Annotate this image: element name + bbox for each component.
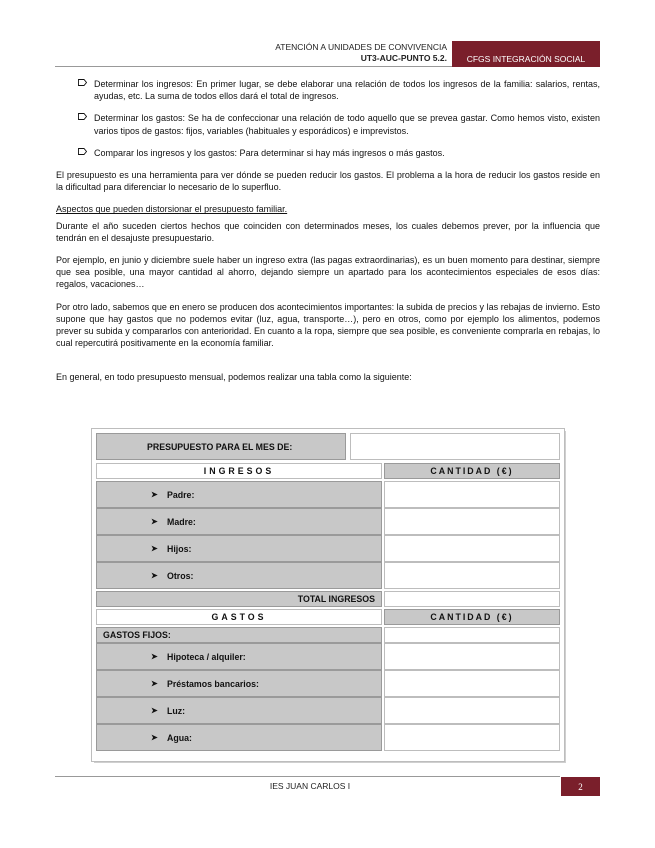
table-row: [96, 481, 560, 508]
cantidad-header-cell: [384, 609, 560, 625]
arrow-icon: ➤: [151, 733, 158, 742]
gastos-header: GASTOS: [211, 612, 267, 622]
amount-cell[interactable]: [384, 670, 560, 697]
amount-cell[interactable]: [384, 724, 560, 751]
month-input-cell[interactable]: [350, 433, 560, 460]
paragraph: Durante el año suceden ciertos hechos que coinciden con determinados meses, los cuales debemos prever, por la influencia que tendrán en el desajuste presupuestario.: [56, 220, 600, 243]
table-row: [96, 508, 560, 535]
bullet-text: Determinar los ingresos: En primer lugar, se debe elaborar una relación de todos los ingresos de la familia: salarios, rentas, ayudas, etc. La suma de todos ellos dará el total de ingresos.: [94, 79, 600, 102]
ingreso-label: Otros:: [167, 570, 194, 581]
arrow-icon: ➤: [151, 679, 158, 688]
ingresos-header: INGRESOS: [203, 466, 275, 476]
cantidad-header: CANTIDAD (€): [430, 612, 514, 622]
ingresos-header-cell: [96, 463, 382, 479]
paragraph: Por ejemplo, en junio y diciembre suele haber un ingreso extra (las pagas extraordinarias), es un buen momento para destinar, siempre que sea posible, una mayor cantidad al ahorro, dejando siempre un apartado para los acontecimientos especiales de esos días: regalos, vacaciones…: [56, 255, 600, 290]
arrow-icon: ➤: [151, 706, 158, 715]
gasto-label: Luz:: [167, 705, 186, 716]
document-body: [56, 78, 600, 394]
gasto-label: Agua:: [167, 732, 192, 743]
table-row: [96, 643, 560, 670]
arrow-icon: ➤: [151, 571, 158, 580]
gastos-fijos-cell: [96, 627, 382, 643]
table-row: [96, 697, 560, 724]
total-ingresos-cell: [96, 591, 382, 607]
amount-cell[interactable]: [384, 643, 560, 670]
table-title-cell: [96, 433, 346, 460]
cantidad-header-cell: [384, 463, 560, 479]
gasto-label: Préstamos bancarios:: [167, 678, 259, 689]
footer-school: IES JUAN CARLOS I: [269, 781, 351, 791]
arrow-icon: ➤: [151, 652, 158, 661]
arrow-box-icon: [78, 113, 87, 120]
header-module: ATENCIÓN A UNIDADES DE CONVIVENCIA: [275, 42, 447, 52]
amount-cell[interactable]: [384, 697, 560, 724]
amount-cell[interactable]: [384, 481, 560, 508]
section-subtitle: Aspectos que pueden distorsionar el presupuesto familiar.: [56, 204, 288, 215]
table-title: PRESUPUESTO PARA EL MES DE:: [147, 441, 293, 452]
table-row: [96, 535, 560, 562]
budget-table: [91, 428, 565, 762]
arrow-icon: ➤: [151, 544, 158, 553]
footer-divider: [55, 776, 560, 777]
bullet-item: [56, 78, 600, 102]
header-divider: [55, 66, 452, 67]
total-ingresos-label: TOTAL INGRESOS: [297, 594, 375, 604]
header-unit: UT3-AUC-PUNTO 5.2.: [360, 53, 447, 63]
ingreso-label: Hijos:: [167, 543, 192, 554]
amount-cell[interactable]: [384, 535, 560, 562]
ingreso-label: Padre:: [167, 489, 195, 500]
page-number: 2: [561, 777, 600, 796]
table-row: [96, 562, 560, 589]
arrow-icon: ➤: [151, 517, 158, 526]
total-amount-cell[interactable]: [384, 591, 560, 607]
cantidad-header: CANTIDAD (€): [430, 466, 514, 476]
bullet-text: Comparar los ingresos y los gastos: Para determinar si hay más ingresos o más gastos.: [94, 147, 445, 158]
bullet-item: [56, 112, 600, 136]
amount-cell[interactable]: [384, 627, 560, 643]
amount-cell[interactable]: [384, 562, 560, 589]
gastos-header-cell: [96, 609, 382, 625]
arrow-box-icon: [78, 79, 87, 86]
gasto-label: Hipoteca / alquiler:: [167, 651, 246, 662]
header-institution: [267, 42, 447, 64]
table-row: [96, 670, 560, 697]
paragraph: En general, en todo presupuesto mensual, podemos realizar una tabla como la siguiente:: [56, 372, 412, 383]
paragraph: Por otro lado, sabemos que en enero se producen dos acontecimientos importantes: la subida de precios y las rebajas de invierno. Esto supone que hay gastos que no podemos evitar (luz, agua, transporte…), pero en otros, como por ejemplo los alimentos, podemos prever su subida y compararlos con anterioridad. En cuanto a la ropa, siempre que sea posible, es conveniente comprarla en rebajas, lo cual repercutirá positivamente en la economía familiar.: [56, 301, 600, 349]
table-row: [96, 724, 560, 751]
arrow-icon: ➤: [151, 490, 158, 499]
bullet-item: [56, 147, 600, 159]
header-badge: CFGS INTEGRACIÓN SOCIAL: [452, 41, 600, 67]
paragraph: El presupuesto es una herramienta para ver dónde se pueden reducir los gastos. El problema a la hora de reducir los gastos reside en la dificultad para diferenciar lo necesario de lo superfluo.: [56, 170, 600, 193]
ingreso-label: Madre:: [167, 516, 196, 527]
gastos-fijos-label: GASTOS FIJOS:: [103, 630, 171, 640]
bullet-text: Determinar los gastos: Se ha de confeccionar una relación de todo aquello que se prevea gastar. Como hemos visto, existen varios tipos de gastos: fijos, variables (habituales y esporádicos) e imprevistos.: [94, 113, 600, 136]
amount-cell[interactable]: [384, 508, 560, 535]
arrow-box-icon: [78, 148, 87, 155]
